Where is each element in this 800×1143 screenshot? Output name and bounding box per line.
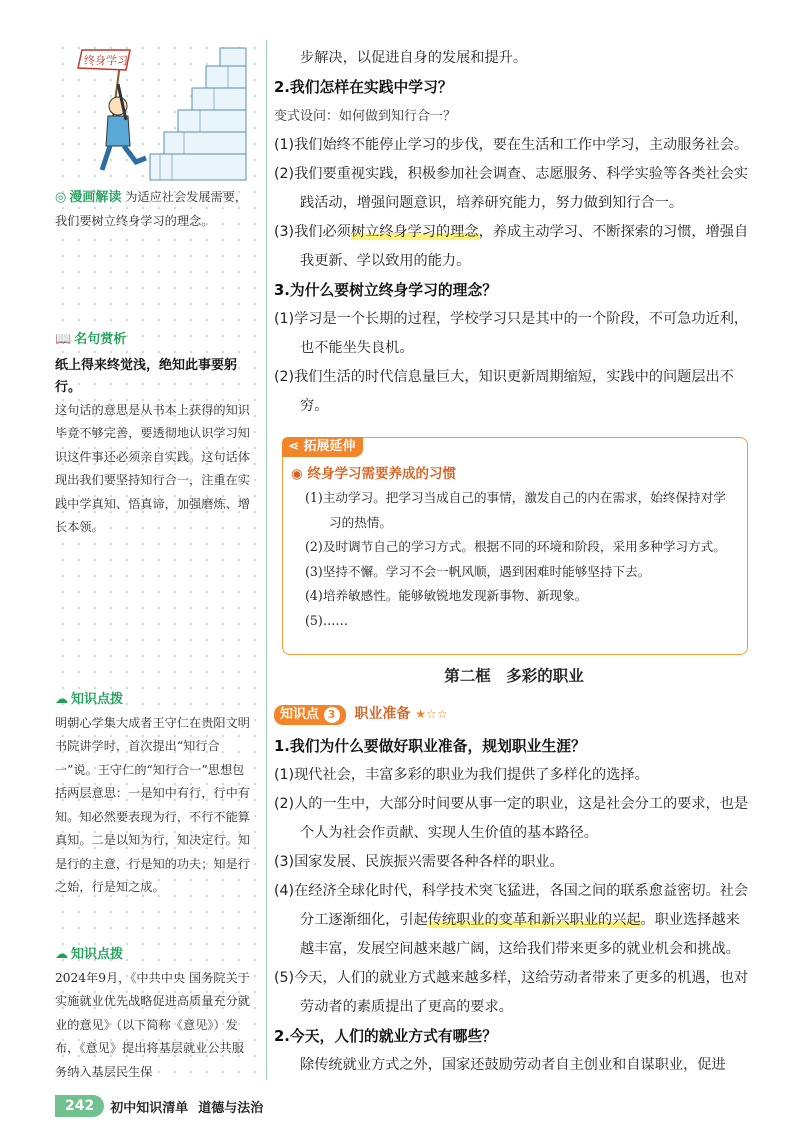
question-2: 2.我们怎样在实践中学习？ (274, 79, 453, 96)
intro-line: 步解决，以促进自身的发展和提升。 (300, 50, 528, 66)
extension-subtitle: 终身学习需要养成的习惯 (307, 466, 456, 482)
section2-question-1: 1.我们为什么要做好职业准备，规划职业生涯？ (274, 738, 586, 755)
extension-tag: 拓展延伸 (303, 439, 356, 454)
list-item: (5)…… (305, 612, 349, 628)
kp-number: 3 (324, 707, 340, 723)
quote-title: 名句赏析 (74, 332, 127, 347)
flag-text: 终身学习 (84, 54, 128, 67)
frame-title: 第二框 多彩的职业 (444, 667, 584, 685)
list-item: (2)及时调节自己的学习方式。根据不同的环境和阶段，采用多种学习方式。 (305, 539, 726, 554)
main-top (274, 44, 754, 421)
list-item: (3)我们必须树立终身学习的理念，养成主动学习、不断探索的习惯，增强自我更新、学以致用的能力。 (274, 224, 749, 269)
spiral-icon: ◎ (55, 190, 67, 205)
famous-quote-section (55, 328, 255, 540)
tip1-title: 知识点拨 (71, 692, 124, 707)
knowledge-tip-2 (55, 943, 255, 1084)
kp-title: 职业准备 (354, 706, 411, 722)
list-item: (4)在经济全球化时代，科学技术突飞猛进，各国之间的联系愈益密切。社会分工逐渐细化，引起传统职业的变革和新兴职业的兴起。职业选择越来越丰富，发展空间越来越广阔，这给我们带来更多的就业机会和挑战。 (274, 883, 749, 957)
comic-title: 漫画解读 (69, 190, 122, 205)
list-item: (2)我们要重视实践，积极参加社会调查、志愿服务、科学实验等各类社会实践活动，增强问题意识，培养研究能力，努力做到知行合一。 (274, 166, 749, 211)
list-item: (1)现代社会，丰富多彩的职业为我们提供了多样化的选择。 (274, 767, 649, 783)
cloud-icon: ☁ (55, 947, 68, 962)
list-item: (1)我们始终不能停止学习的步伐，要在生活和工作中学习，主动服务社会。 (274, 137, 749, 153)
question-3: 3.为什么要树立终身学习的理念？ (274, 282, 498, 299)
highlight: 传统职业的变革和新兴职业的兴起 (427, 912, 641, 928)
highlight: 树立终身学习的理念 (350, 224, 479, 240)
extension-list (305, 486, 737, 633)
comic-explanation (55, 186, 255, 233)
list-item: (5)今天，人们的就业方式越来越多样，这给劳动者带来了更多的机遇，也对劳动者的素质提出了更高的要求。 (274, 970, 749, 1015)
lifelong-learning-illustration (60, 44, 250, 184)
list-item: (2)我们生活的时代信息量巨大，知识更新周期缩短，实践中的问题层出不穷。 (274, 369, 734, 414)
variant-question: 变式设问：如何做到知行合一？ (274, 109, 457, 124)
quote-text: 这句话的意思是从书本上获得的知识毕竟不够完善，要透彻地认识学习知识这件事还必须亲自实践。这句话体现出我们要坚持知行合一，注重在实践中学真知、悟真谛，加强磨炼、增长本领。 (55, 402, 250, 534)
target-icon: ◉ (291, 466, 303, 482)
quote-bold: 纸上得来终觉浅，绝知此事要躬行。 (55, 357, 238, 395)
list-item: (1)主动学习。把学习当成自己的事情，激发自己的内在需求，始终保持对学习的热情。 (305, 490, 726, 530)
share-icon: ⋖ (288, 439, 299, 454)
knowledge-tip-1 (55, 688, 255, 900)
section2 (274, 732, 754, 1080)
page-footer (55, 1094, 263, 1118)
list-item: (3)坚持不懈。学习不会一帆风顺，遇到困难时能够坚持下去。 (305, 563, 651, 579)
kp-badge-label: 知识点 (280, 707, 320, 722)
page-number: 242 (55, 1095, 104, 1117)
section2-question-2: 2.今天，人们的就业方式有哪些？ (274, 1028, 498, 1045)
tip1-text: 明朝心学集大成者王守仁在贵阳文明书院讲学时，首次提出“知行合一”说。王守仁的“知行合一”思想包括两层意思：一是知中有行，行中有知。知必然要表现为行，不行不能算真知。二是以知为行，知决定行。知是行的主意，行是知的功夫；知是行之始，行是知之成。 (55, 715, 250, 894)
list-item: (1)学习是一个长期的过程，学校学习只是其中的一个阶段，不可急功近利，也不能坐失良机。 (274, 311, 749, 356)
list-item: (3)国家发展、民族振兴需要各种各样的职业。 (274, 854, 564, 870)
comic-text: 为适应社会发展需要，我们要树立终身学习的理念。 (55, 190, 248, 228)
list-item: (2)人的一生中，大部分时间要从事一定的职业，这是社会分工的要求，也是个人为社会作贡献、实现人生价值的基本路径。 (274, 796, 749, 841)
cloud-icon: ☁ (55, 692, 68, 707)
difficulty-stars: ★☆☆ (415, 707, 448, 721)
book-title: 初中知识清单 (110, 1100, 189, 1116)
column-divider (266, 40, 267, 1080)
extension-box (282, 437, 748, 655)
subject-name: 道德与法治 (198, 1100, 264, 1116)
tip2-title: 知识点拨 (71, 947, 124, 962)
last-line: 除传统就业方式之外，国家还鼓励劳动者自主创业和自谋职业，促进 (300, 1057, 726, 1073)
tip2-text: 2024年9月，《中共中央 国务院关于实施就业优先战略促进高质量充分就业的意见》（以下简称《意见》）发布，《意见》提出将基层就业公共服务纳入基层民生保 (55, 970, 250, 1079)
list-item: (4)培养敏感性。能够敏锐地发现新事物、新现象。 (305, 588, 588, 603)
book-icon: 📖 (55, 332, 72, 347)
knowledge-point-header (274, 703, 448, 725)
